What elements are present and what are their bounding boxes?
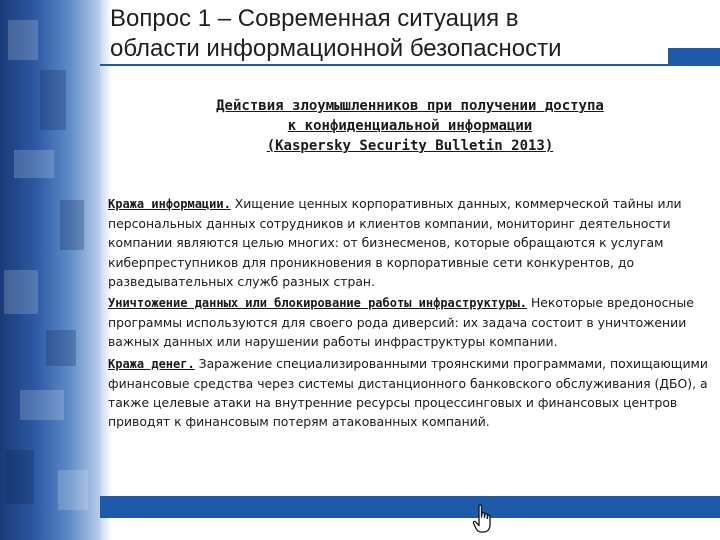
paragraph-text: Хищение ценных корпоративных данных, коммерческой тайны или персональных данных сотрудников и клиентов компании, мониторинг деятельности компании являются целью многих: от бизнесменов, которые обращаются к услугам киберпреступников для проникновения в корпоративные сети конкурентов, до разведывательных служб разных стран.: [108, 196, 682, 289]
subheading-line-3: (Kaspersky Security Bulletin 2013): [266, 138, 554, 154]
slide-title-line-1: Вопрос 1 – Современная ситуация в: [110, 5, 519, 32]
hand-pointer-icon: [472, 504, 494, 534]
paragraph-lead: Кража денег.: [108, 356, 195, 371]
paragraph-data-destruction: [108, 293, 713, 352]
paragraph-lead: Кража информации.: [108, 197, 231, 211]
paragraph-text: Заражение специализированными троянскими программами, похищающими финансовые средства через системы дистанционного банковского обслуживания (ДБО), а также целевые атаки на внутренние ресурсы процессинговых и финансовых центров приводят к финансовым потерям атакованных компаний.: [108, 355, 708, 430]
paragraph-money-theft: [108, 354, 713, 432]
subheading-line-1: Действия злоумышленников при получении доступа: [216, 98, 604, 114]
title-underline: [100, 64, 670, 66]
paragraph-lead: Уничтожение данных или блокирование работы инфраструктуры.: [108, 296, 528, 311]
left-decorative-band: [0, 0, 100, 540]
paragraph-data-theft: [108, 194, 713, 291]
subheading-line-2: к конфиденциальной информации: [287, 118, 533, 134]
slide-body: [108, 194, 713, 433]
footer-bar: [100, 496, 720, 518]
paragraph-text: Некоторые вредоносные программы используются для своего рода диверсий: их задача состоит в уничтожении важных данных или нарушении работы инфраструктуры компании.: [108, 295, 694, 350]
slide-title: [110, 4, 670, 64]
slide-subheading: [110, 96, 710, 156]
slide-title-line-2: области информационной безопасности: [110, 35, 562, 62]
title-accent-block: [668, 48, 720, 66]
